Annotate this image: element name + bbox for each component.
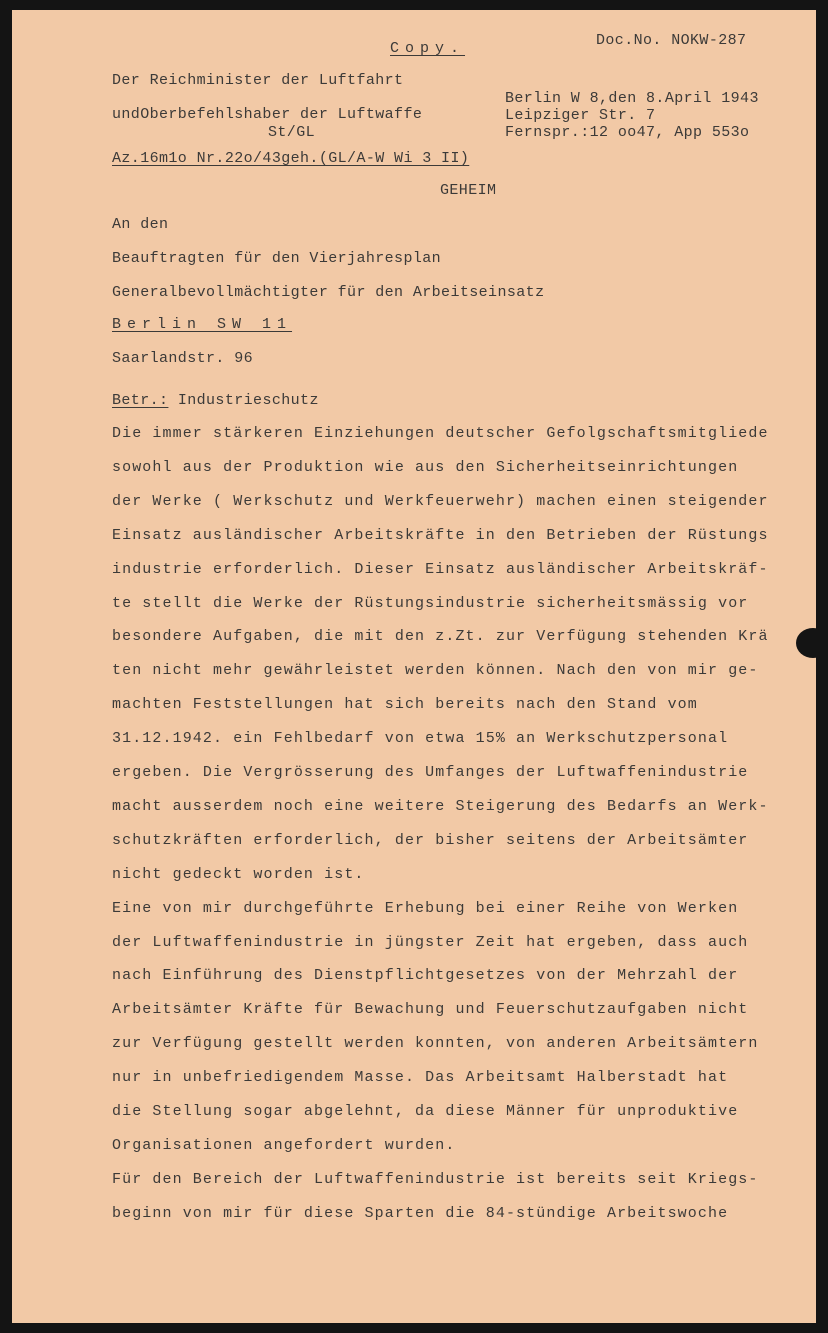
subject-line (112, 392, 319, 409)
body-line: der Luftwaffenindustrie in jüngster Zeit hat ergeben, dass auch (112, 933, 749, 951)
body-line: nach Einführung des Dienstpflichtgesetzes von der Mehrzahl der (112, 967, 739, 985)
body-line: te stellt die Werke der Rüstungsindustrie sicherheitsmässig vor (112, 594, 749, 612)
body-line: Eine von mir durchgeführte Erhebung bei einer Reihe von Werken (112, 899, 739, 917)
sender-street: Leipziger Str. 7 (505, 107, 656, 124)
phone-number: Fernspr.:12 oo47, App 553o (505, 124, 750, 141)
sender-line-3: St/GL (268, 124, 316, 141)
sender-line-1: Der Reichminister der Luftfahrt (112, 72, 404, 89)
body-line: machten Feststellungen hat sich bereits nach den Stand vom (112, 696, 698, 714)
body-line: sowohl aus der Produktion wie aus den Sicherheitseinrichtungen (112, 458, 739, 476)
body-line: Für den Bereich der Luftwaffenindustrie ist bereits seit Kriegs- (112, 1170, 759, 1188)
reference-number: Az.16m1o Nr.22o/43geh.(GL/A-W Wi 3 II) (112, 150, 470, 167)
page-edge-notch (796, 628, 816, 658)
body-line: schutzkräften erforderlich, der bisher seitens der Arbeitsämter (112, 831, 749, 849)
document-page (12, 10, 816, 1323)
body-line: der Werke ( Werkschutz und Werkfeuerwehr) machen einen steigender (112, 492, 769, 510)
body-line: Organisationen angefordert wurden. (112, 1136, 456, 1154)
body-line: besondere Aufgaben, die mit den z.Zt. zur Verfügung stehenden Krä (112, 628, 769, 646)
sender-line-2: undOberbefehlshaber der Luftwaffe (112, 106, 423, 123)
subject-label: Betr.: (112, 392, 169, 409)
body-line: 31.12.1942. ein Fehlbedarf von etwa 15% an Werkschutzpersonal (112, 730, 729, 748)
address-line-2: Beauftragten für den Vierjahresplan (112, 250, 442, 267)
body-line: ergeben. Die Vergrösserung des Umfanges der Luftwaffenindustrie (112, 764, 749, 781)
address-street: Saarlandstr. 96 (112, 350, 254, 367)
body-line: Einsatz ausländischer Arbeitskräfte in den Betrieben der Rüstungs (112, 526, 769, 544)
subject-text: Industrieschutz (177, 392, 319, 409)
body-line: industrie erforderlich. Dieser Einsatz ausländischer Arbeitskräf- (112, 560, 769, 578)
body-line: ten nicht mehr gewährleistet werden können. Nach den von mir ge- (112, 662, 759, 680)
body-line: nur in unbefriedigendem Masse. Das Arbeitsamt Halberstadt hat (112, 1069, 729, 1087)
address-city: Berlin SW 11 (112, 316, 293, 333)
body-line: zur Verfügung gestellt werden konnten, von anderen Arbeitsämtern (112, 1035, 759, 1053)
place-date: Berlin W 8,den 8.April 1943 (505, 90, 759, 107)
address-line-1: An den (112, 216, 169, 233)
body-line: die Stellung sogar abgelehnt, da diese Männer für unproduktive (112, 1103, 739, 1120)
copy-label: Copy. (390, 40, 466, 57)
classification-stamp: GEHEIM (440, 182, 497, 199)
address-line-3: Generalbevollmächtigter für den Arbeitseinsatz (112, 284, 545, 301)
body-line: Arbeitsämter Kräfte für Bewachung und Feuerschutzaufgaben nicht (112, 1001, 749, 1019)
doc-number: Doc.No. NOKW-287 (596, 32, 747, 49)
body-line: Die immer stärkeren Einziehungen deutscher Gefolgschaftsmitgliede (112, 425, 769, 442)
body-line: nicht gedeckt worden ist. (112, 865, 365, 883)
body-line: macht ausserdem noch eine weitere Steigerung des Bedarfs an Werk- (112, 797, 769, 815)
body-line: beginn von mir für diese Sparten die 84-stündige Arbeitswoche (112, 1204, 729, 1222)
